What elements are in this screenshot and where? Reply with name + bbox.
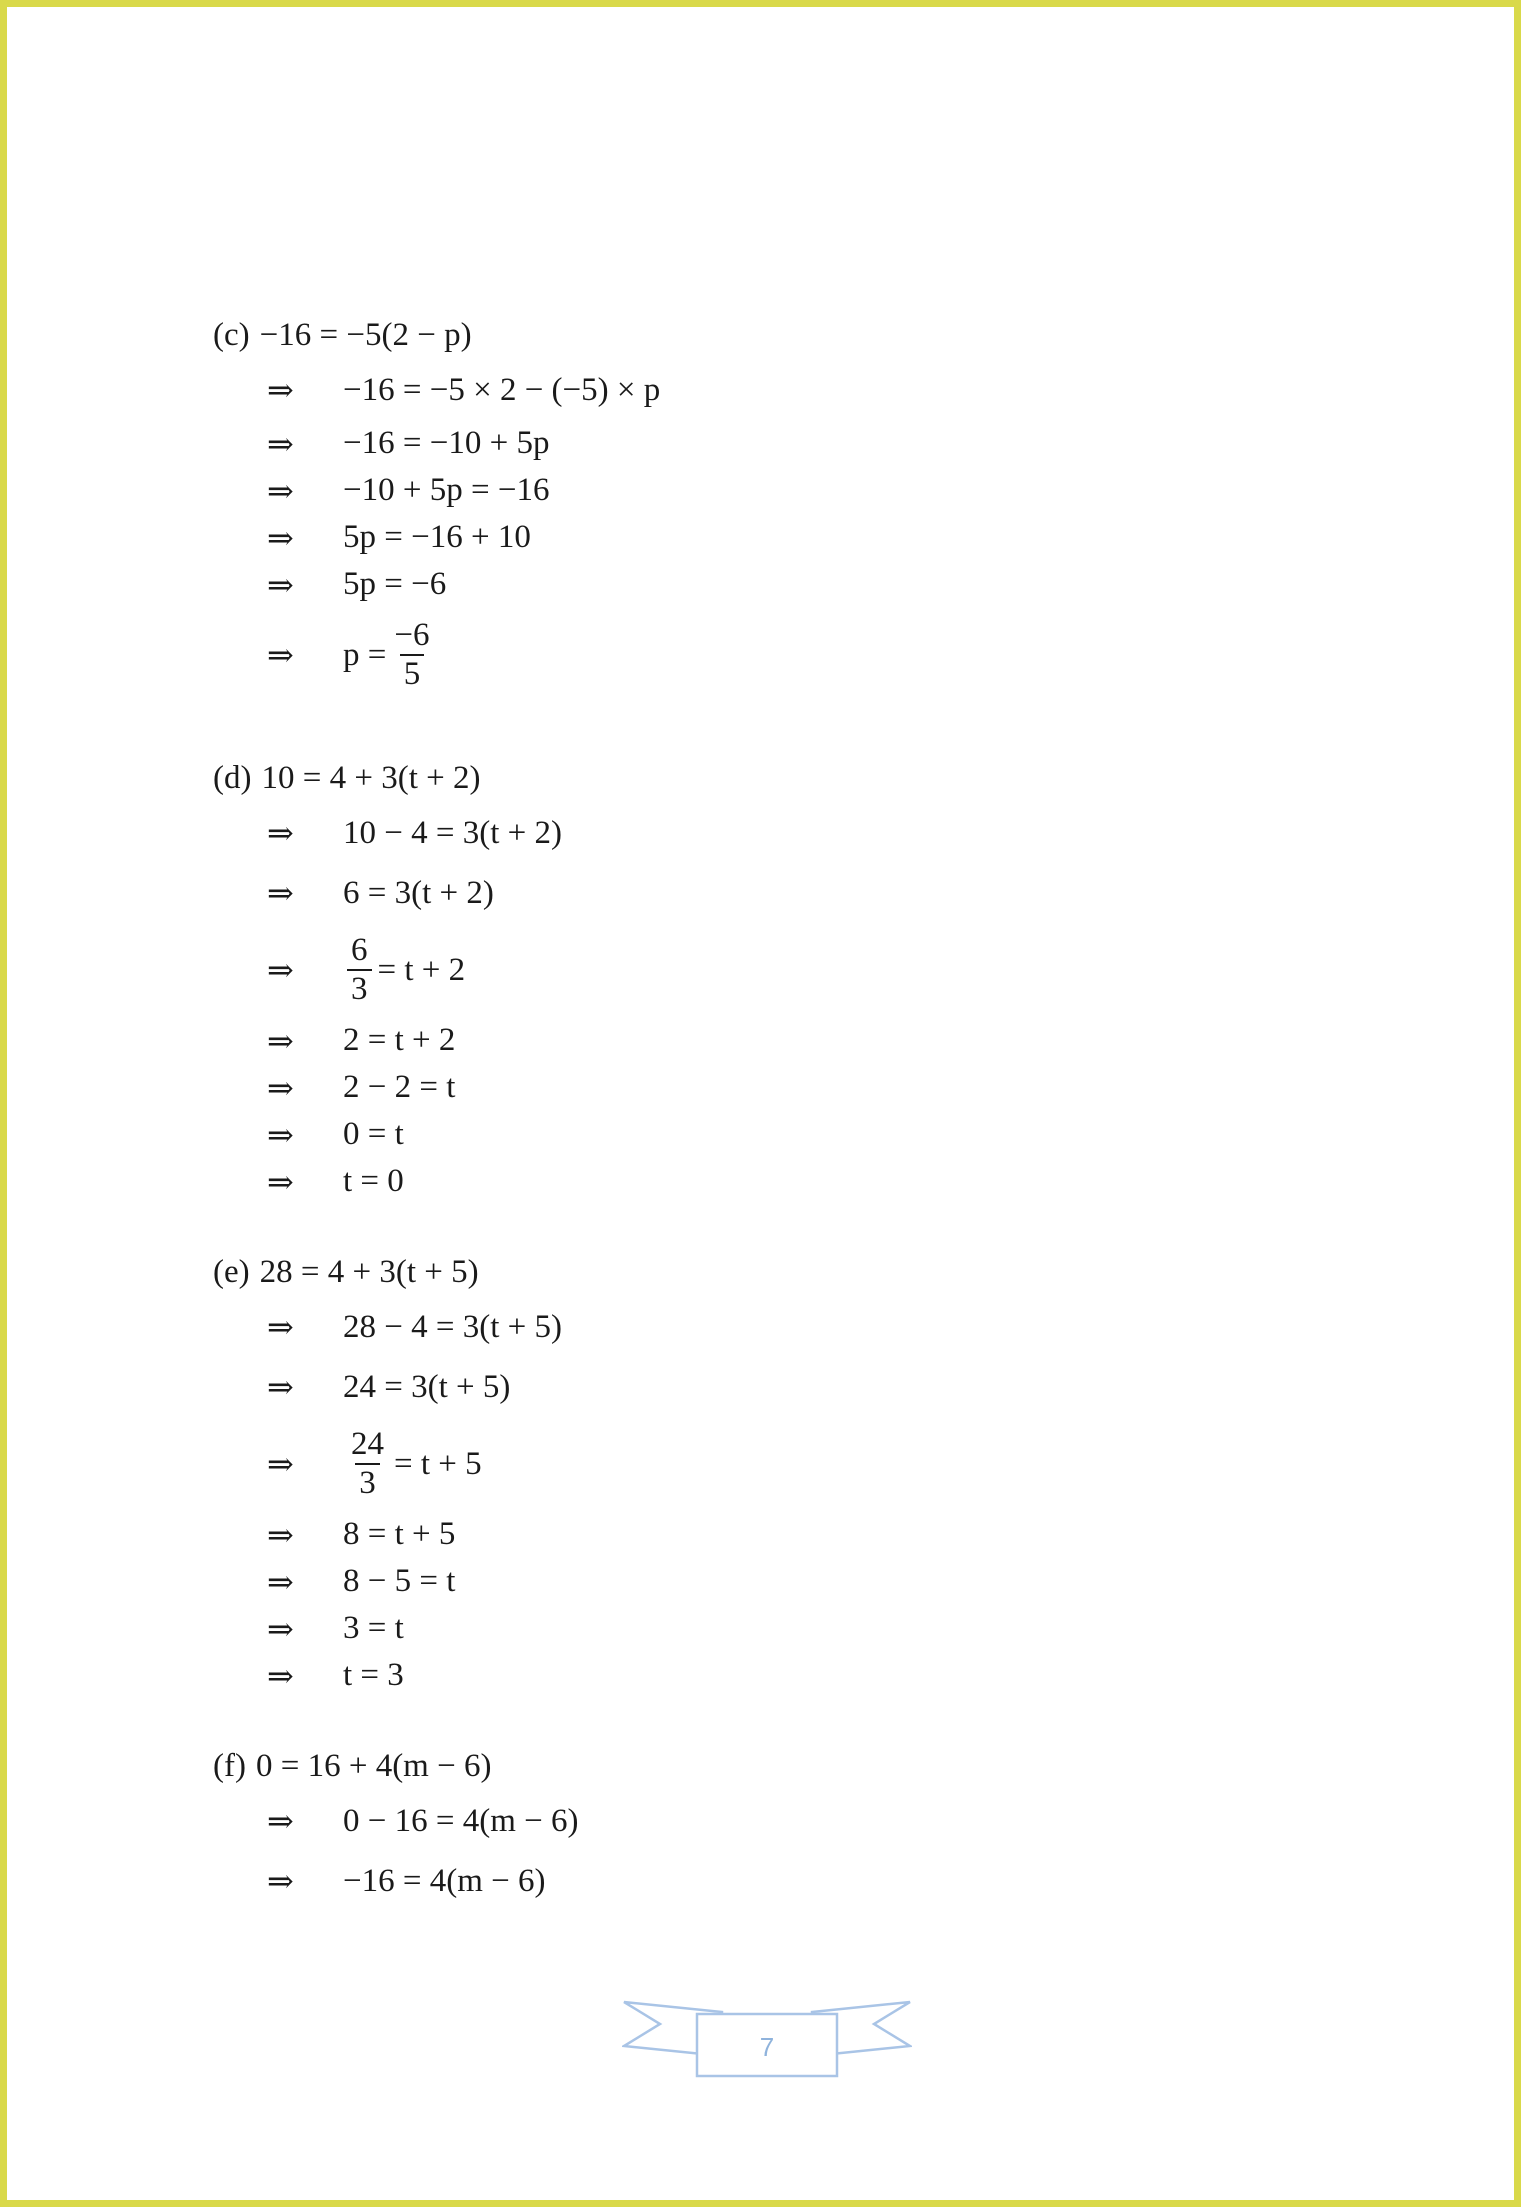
step-expression: −16 = −5 × 2 − (−5) × p	[343, 371, 661, 408]
problem-label: (e)	[213, 1253, 250, 1290]
step-expression: 28 − 4 = 3(t + 5)	[343, 1308, 562, 1345]
step-expression: 10 − 4 = 3(t + 2)	[343, 814, 562, 851]
problem-d	[213, 753, 1313, 1205]
fraction-numerator: −6	[394, 617, 430, 654]
solution-step	[213, 1017, 1313, 1064]
implies-arrow: ⇒	[267, 1515, 294, 1554]
step-expression: t = 3	[343, 1657, 404, 1693]
implies-arrow: ⇒	[267, 1609, 294, 1648]
fraction-suffix: = t + 2	[377, 951, 466, 988]
problem-header	[213, 310, 1313, 360]
solution-step	[213, 420, 1313, 467]
implies-arrow: ⇒	[267, 814, 294, 852]
step-expression: 0 − 16 = 4(m − 6)	[343, 1802, 579, 1839]
solution-step	[213, 360, 1313, 420]
problem-label: (f)	[213, 1747, 246, 1784]
problem-equation: −16 = −5(2 − p)	[259, 316, 472, 353]
problem-header	[213, 753, 1313, 803]
fraction-denominator: 3	[347, 969, 372, 1008]
solution-step	[213, 1791, 1313, 1851]
step-expression: 5p = −16 + 10	[343, 519, 531, 555]
solution-step	[213, 1111, 1313, 1158]
implies-arrow: ⇒	[267, 874, 294, 912]
implies-arrow: ⇒	[267, 471, 294, 510]
fraction	[347, 1426, 388, 1502]
fraction-suffix: = t + 5	[394, 1445, 482, 1482]
step-expression: 8 − 5 = t	[343, 1563, 456, 1599]
solution-step	[213, 863, 1313, 923]
fraction	[347, 932, 372, 1008]
fraction-numerator: 24	[351, 1426, 384, 1463]
solution-step	[213, 467, 1313, 514]
step-expression	[343, 617, 440, 693]
implies-arrow: ⇒	[267, 565, 294, 604]
step-expression	[343, 932, 465, 1008]
step-expression: 24 = 3(t + 5)	[343, 1368, 511, 1405]
implies-arrow: ⇒	[267, 636, 294, 674]
solution-step	[213, 1297, 1313, 1357]
problem-label: (d)	[213, 759, 252, 796]
solution-step	[213, 1511, 1313, 1558]
solution-step	[213, 803, 1313, 863]
implies-arrow: ⇒	[267, 1115, 294, 1154]
implies-arrow: ⇒	[267, 1162, 294, 1201]
implies-arrow: ⇒	[267, 424, 294, 463]
implies-arrow: ⇒	[267, 1021, 294, 1060]
step-expression	[343, 1426, 482, 1502]
step-expression: t = 0	[343, 1163, 404, 1199]
step-expression: 8 = t + 5	[343, 1516, 456, 1552]
solution-step	[213, 1158, 1313, 1205]
solution-step	[213, 1851, 1313, 1911]
page-number: 7	[759, 2031, 775, 2062]
implies-arrow: ⇒	[267, 1368, 294, 1406]
solution-step	[213, 608, 1313, 702]
solution-step	[213, 1417, 1313, 1511]
problem-header	[213, 1247, 1313, 1297]
implies-arrow: ⇒	[267, 1445, 294, 1483]
step-expression: 2 − 2 = t	[343, 1069, 456, 1105]
implies-arrow: ⇒	[267, 1802, 294, 1840]
implies-arrow: ⇒	[267, 518, 294, 557]
fraction-numerator: 6	[351, 932, 368, 969]
step-expression: 6 = 3(t + 2)	[343, 874, 494, 911]
implies-arrow: ⇒	[267, 1656, 294, 1695]
problem-equation: 0 = 16 + 4(m − 6)	[255, 1747, 492, 1784]
solution-step	[213, 1605, 1313, 1652]
problem-header	[213, 1741, 1313, 1791]
implies-arrow: ⇒	[267, 1562, 294, 1601]
solution-step	[213, 1558, 1313, 1605]
problem-f	[213, 1741, 1313, 1911]
step-expression: 5p = −6	[343, 566, 447, 602]
step-expression: −16 = −10 + 5p	[343, 425, 550, 461]
solution-step	[213, 923, 1313, 1017]
step-expression: −16 = 4(m − 6)	[343, 1862, 546, 1899]
implies-arrow: ⇒	[267, 1308, 294, 1346]
solution-step	[213, 1652, 1313, 1699]
implies-arrow: ⇒	[267, 371, 294, 409]
problem-equation: 10 = 4 + 3(t + 2)	[261, 759, 481, 796]
problem-label: (c)	[213, 316, 250, 353]
step-expression: −10 + 5p = −16	[343, 472, 550, 508]
fraction-denominator: 5	[400, 654, 425, 693]
solution-step	[213, 1357, 1313, 1417]
implies-arrow: ⇒	[267, 951, 294, 989]
fraction-denominator: 3	[355, 1463, 380, 1502]
solution-step	[213, 1064, 1313, 1111]
implies-arrow: ⇒	[267, 1068, 294, 1107]
implies-arrow: ⇒	[267, 1862, 294, 1900]
step-expression: 2 = t + 2	[343, 1022, 456, 1058]
step-expression: 0 = t	[343, 1116, 404, 1152]
problem-e	[213, 1247, 1313, 1699]
fraction	[390, 617, 433, 693]
problem-c	[213, 310, 1313, 702]
fraction-prefix: p =	[343, 636, 387, 673]
solution-step	[213, 561, 1313, 608]
problem-equation: 28 = 4 + 3(t + 5)	[259, 1253, 479, 1290]
step-expression: 3 = t	[343, 1610, 404, 1646]
solution-step	[213, 514, 1313, 561]
